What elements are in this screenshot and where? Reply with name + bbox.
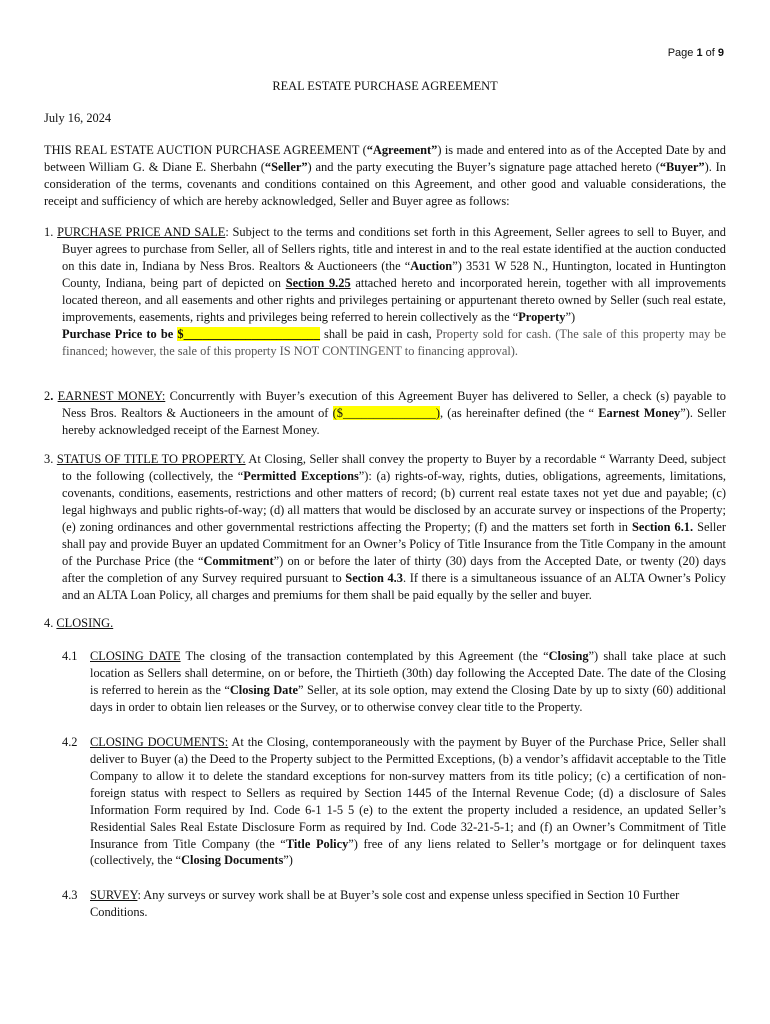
subsection-4-3-survey: 4.3 SURVEY: Any surveys or survey work shall be at Buyer’s sole cost and expense unless specified in Section 10 Further Conditions. [62, 888, 680, 920]
section-number: 2 [44, 388, 51, 403]
intro-paragraph [44, 142, 726, 210]
subsection-number: 4.1 [62, 649, 78, 664]
section-heading: PURCHASE PRICE AND SALE [57, 225, 226, 240]
intro-text: ) and the party executing the Buyer’s signature page attached hereto ( [307, 159, 660, 174]
page-indicator-prefix: Page [667, 47, 697, 59]
subsection-number: 4.3 [62, 888, 78, 903]
document-date: July 16, 2024 [44, 110, 112, 125]
subsection-4-2-closing-documents: 4.2 CLOSING DOCUMENTS: At the Closing, contemporaneously with the payment by Buyer of the Purchase Price, Seller shall deliver to Buyer (a) the Deed to the Property subject to the Permitted Exceptions, (b) a vendor’s affidavit acceptable to the Title Company to allow it to delete the standard exceptions for non-survey matters from its title policy; (c) a certification of non-foreign status with respect to Sellers as required by Section 1445 of the Internal Revenue Code; (d) a disclosure of Sales Information Form required by Ind. Code 6-1 1-5 5 (e) to the extent the property included a residence, an updated Seller’s Residential Sales Real Estate Disclosure Form as required by Ind. Code 32-21-5-1; and (f) an Owner’s Commitment of Title Insurance from Title Company (the “Title Policy”) free of any liens related to Seller’s mortgage or for delinquent taxes (collectively, the “Closing Documents”) [62, 735, 727, 868]
subsection-heading: SURVEY [90, 888, 138, 903]
document-title: REAL ESTATE PURCHASE AGREEMENT [272, 79, 498, 93]
cash-sale-note: Property sold for cash. (The sale of this property may be financed; however, the sale of this property IS NOT CONTINGENT to financing approval). [62, 326, 726, 358]
term-earnest-money: Earnest Money [598, 405, 681, 420]
purchase-price-label: Purchase Price to be [62, 326, 178, 341]
term-closing-documents: Closing Documents [181, 853, 284, 868]
section-heading: EARNEST MONEY: [57, 388, 166, 403]
term-title-policy: Title Policy [285, 836, 349, 851]
section-number: 3. [44, 452, 57, 467]
intro-term-buyer: “Buyer” [659, 159, 705, 174]
intro-text: THIS REAL ESTATE AUCTION PURCHASE AGREEMENT ( [44, 142, 367, 157]
section-ref-9-25: Section 9.25 [285, 276, 351, 291]
term-property: Property [518, 309, 566, 324]
section-3-status-of-title: 3. STATUS OF TITLE TO PROPERTY. At Closing, Seller shall convey the property to Buyer by a recordable “ Warranty Deed, subject to the following (collectively, the “Permitted Exceptions”): (a) rights-of-way, rights, duties, obligations, agreements, limitations, covenants, conditions, easements, restrictions and other matters of record; (b) current real estate taxes not yet due and payable; (c) legal highways and public rights-of-way; (d) all matters that would be disclosed by an accurate survey or inspections of the Property; (e) zoning ordinances and other governmental restrictions affecting the Property; (f) and the matters set forth in Section 6.1. Seller shall pay and provide Buyer an updated Commitment for an Owner’s Policy of Title Insurance from the Title Company in the amount of the Purchase Price (the “Commitment”) on or before the later of thirty (30) days from the Accepted Date, or twenty (20) days after the completion of any Survey required pursuant to Section 4.3. If there is a simultaneous issuance of an ALTA Owner’s Policy and an ALTA Loan Policy, all charges and premiums for them shall be paid equally by the seller and buyer. [44, 452, 727, 602]
subsection-heading: CLOSING DOCUMENTS: [90, 735, 229, 750]
section-ref-4-3: Section 4.3 [345, 570, 403, 585]
section-number: 4. [44, 615, 57, 630]
subsection-heading: CLOSING DATE [90, 649, 181, 664]
intro-term-seller: “Seller” [264, 159, 308, 174]
intro-term-agreement: “Agreement” [366, 142, 438, 157]
section-heading: CLOSING. [56, 615, 114, 630]
term-permitted-exceptions: Permitted Exceptions [243, 469, 359, 484]
term-commitment: Commitment [203, 553, 274, 568]
purchase-price-blank[interactable]: $______________________ [177, 326, 320, 341]
term-closing-date: Closing Date [229, 683, 299, 698]
intro-text: ) is made and entered into as of the Accepted Date by and between William G. & Diane E. Sherbahn ( [44, 142, 726, 174]
section-number: 1. [44, 225, 58, 240]
document-body [44, 78, 726, 939]
intro-text: ). In consideration of the terms, covenants and conditions contained on this Agreement, and other good and valuable considerations, the receipt and sufficiency of which are hereby acknowledged, Seller and Buyer agree as follows: [44, 159, 726, 208]
page-indicator-sep: of [702, 47, 718, 59]
earnest-money-blank[interactable]: ($_______________) [332, 405, 441, 420]
page-indicator [668, 47, 724, 59]
purchase-price-line: Purchase Price to be $______________________ shall be paid in cash, Property sold for cash. (The sale of this property may be financed; however, the sale of this property IS NOT CONTINGENT to financing approval). [62, 326, 726, 358]
term-closing: Closing [548, 649, 589, 664]
page-current: 1 [696, 47, 703, 59]
subsection-number: 4.2 [62, 735, 78, 750]
section-ref-6-1: Section 6.1. [631, 520, 694, 535]
subsection-4-1-closing-date: 4.1 CLOSING DATE The closing of the transaction contemplated by this Agreement (the “Closing”) shall take place at such location as Sellers shall determine, on or before, the Thirtieth (30th) day following the Accepted Date. The date of the Closing is referred to herein as the “Closing Date” Seller, at its sole option, may extend the Closing Date by up to sixty (60) additional days in order to obtain lien releases or the Survey, or to otherwise convey clear title to the Property. [62, 649, 727, 715]
page-total: 9 [717, 47, 724, 59]
section-1-purchase-price: 1. PURCHASE PRICE AND SALE: Subject to the terms and conditions set forth in this Agreement, Seller agrees to sell to Buyer, and Buyer agrees to purchase from Seller, all of Sellers rights, title and interest in and to the real estate identified at the auction conducted on this date in, Indiana by Ness Bros. Realtors & Auctioneers (the “Auction”) 3531 W 528 N., Huntington, located in Huntington County, Indiana, being part of depicted on Section 9.25 attached hereto and incorporated herein, together with all improvements located thereon, and all easements and other rights and privileges pertaining or appurtenant thereto owned by Seller (such real estate, improvements, easements, rights and privileges being referred to herein collectively as the “Property”) Purchase Price to be $______________________ shall be paid in cash, Property sold for cash. (The sale of this property may be financed; however, the sale of this property IS NOT CONTINGENT to financing approval). [44, 225, 726, 358]
section-heading: STATUS OF TITLE TO PROPERTY. [56, 452, 246, 467]
section-4-heading [44, 615, 726, 632]
term-auction: Auction [410, 259, 453, 274]
section-2-earnest-money: 2. EARNEST MONEY: Concurrently with Buyer’s execution of this Agreement Buyer has delivered to Seller, a check (s) payable to Ness Bros. Realtors & Auctioneers in the amount of ($_______________), (as hereinafter defined (the “ Earnest Money”). Seller hereby acknowledged receipt of the Earnest Money. [44, 388, 727, 437]
